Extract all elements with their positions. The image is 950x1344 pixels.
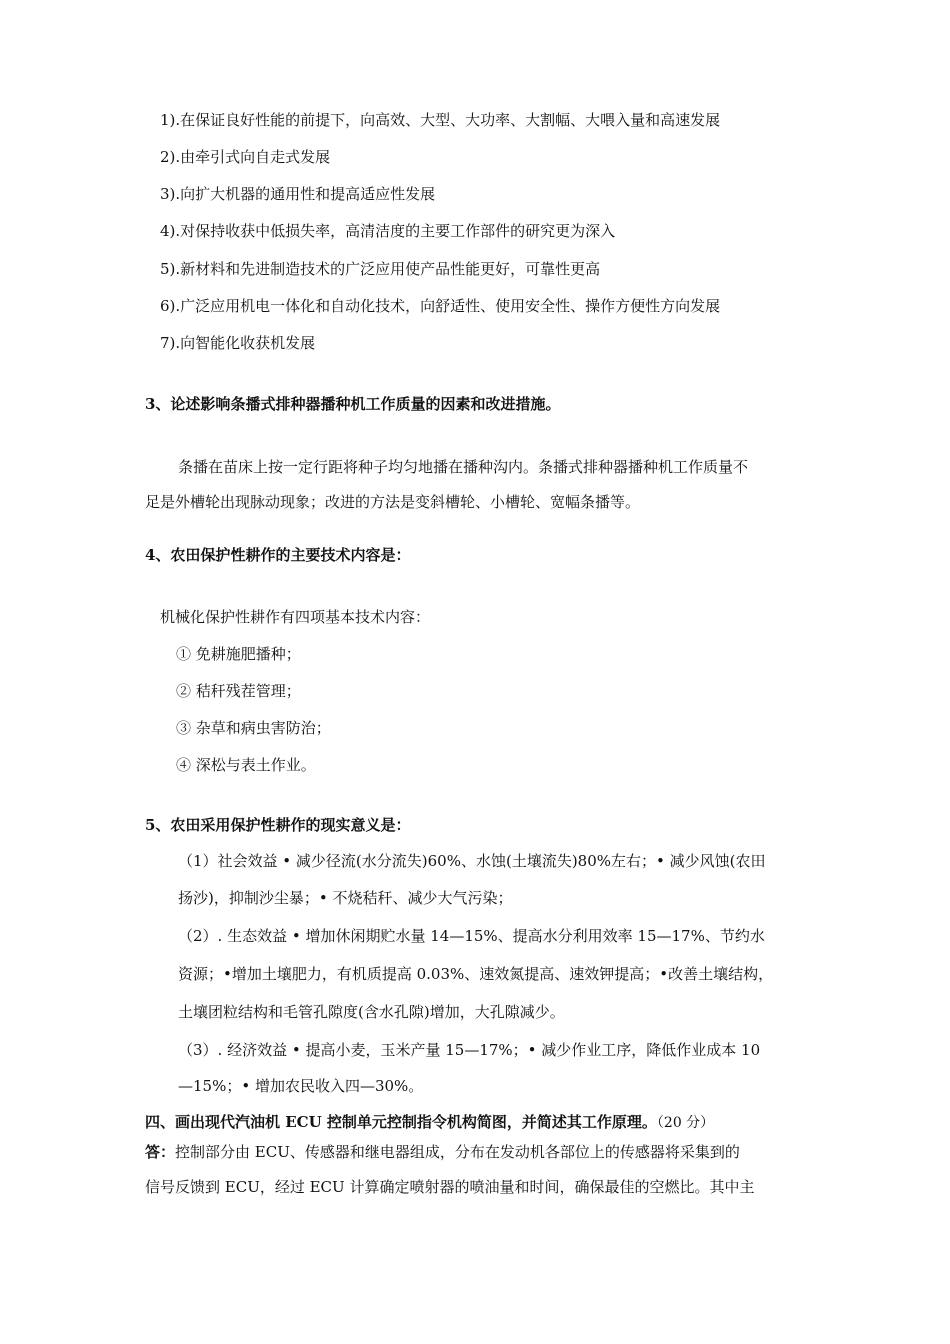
question-5-line-1: （1）社会效益 • 减少径流(水分流失)60%、水蚀(土壤流失)80%左右；• 减少风蚀(农田	[178, 852, 766, 870]
answer-label: 答：	[145, 1143, 176, 1161]
question-5-line-6: （3）. 经济效益 • 提高小麦，玉米产量 15—17%；• 减少作业工序，降低作业成本 10	[178, 1041, 761, 1059]
answer-line-1: 控制部分由 ECU、传感器和继电器组成，分布在发动机各部位上的传感器将采集到的	[175, 1143, 740, 1161]
question-5-line-3: （2）. 生态效益 • 增加休闲期贮水量 14—15%、提高水分利用效率 15—17%、节约水	[178, 927, 765, 945]
question-5-line-2: 扬沙)，抑制沙尘暴；• 不烧秸秆、减少大气污染；	[178, 889, 513, 907]
trend-item-7: 7).向智能化收获机发展	[160, 334, 316, 352]
trend-item-1: 1).在保证良好性能的前提下，向高效、大型、大功率、大割幅、大喂入量和高速发展	[160, 111, 721, 129]
question-4-intro: 机械化保护性耕作有四项基本技术内容：	[160, 608, 431, 626]
trend-item-4: 4).对保持收获中低损失率，高清洁度的主要工作部件的研究更为深入	[160, 222, 616, 240]
trend-item-2: 2).由牵引式向自走式发展	[160, 148, 331, 166]
section-four-heading-row	[145, 1112, 714, 1133]
answer-line-1-row	[145, 1142, 740, 1162]
question-3-heading: 3、论述影响条播式排种器播种机工作质量的因素和改进措施。	[145, 395, 561, 413]
question-5-line-5: 土壤团粒结构和毛管孔隙度(含水孔隙)增加，大孔隙减少。	[178, 1003, 565, 1021]
question-4-heading: 4、农田保护性耕作的主要技术内容是：	[145, 546, 411, 564]
section-four-score: （20 分）	[656, 1115, 715, 1131]
question-3-line-2: 足是外槽轮出现脉动现象；改进的方法是变斜槽轮、小槽轮、宽幅条播等。	[145, 493, 641, 511]
question-4-item-4: ④ 深松与表土作业。	[176, 756, 316, 774]
trend-item-5: 5).新材料和先进制造技术的广泛应用使产品性能更好，可靠性更高	[160, 260, 601, 278]
question-4-item-2: ② 秸秆残茬管理；	[176, 682, 301, 700]
question-4-item-1: ① 免耕施肥播种；	[176, 645, 301, 663]
trend-item-3: 3).向扩大机器的通用性和提高适应性发展	[160, 185, 436, 203]
trend-item-6: 6).广泛应用机电一体化和自动化技术，向舒适性、使用安全性、操作方便性方向发展	[160, 297, 721, 315]
question-5-line-7: —15%；• 增加农民收入四—30%。	[178, 1077, 424, 1095]
answer-line-2: 信号反馈到 ECU，经过 ECU 计算确定喷射器的喷油量和时间，确保最佳的空燃比。其中主	[145, 1178, 755, 1196]
question-3-line-1: 条播在苗床上按一定行距将种子均匀地播在播种沟内。条播式排种器播种机工作质量不	[178, 458, 749, 476]
question-4-item-3: ③ 杂草和病虫害防治；	[176, 719, 331, 737]
question-5-line-4: 资源；•增加土壤肥力，有机质提高 0.03%、速效氮提高、速效钾提高；•改善土壤结构，	[178, 965, 774, 983]
question-5-heading: 5、农田采用保护性耕作的现实意义是：	[145, 816, 411, 834]
section-four-heading: 四、画出现代汽油机 ECU 控制单元控制指令机构简图，并简述其工作原理。	[145, 1113, 657, 1131]
